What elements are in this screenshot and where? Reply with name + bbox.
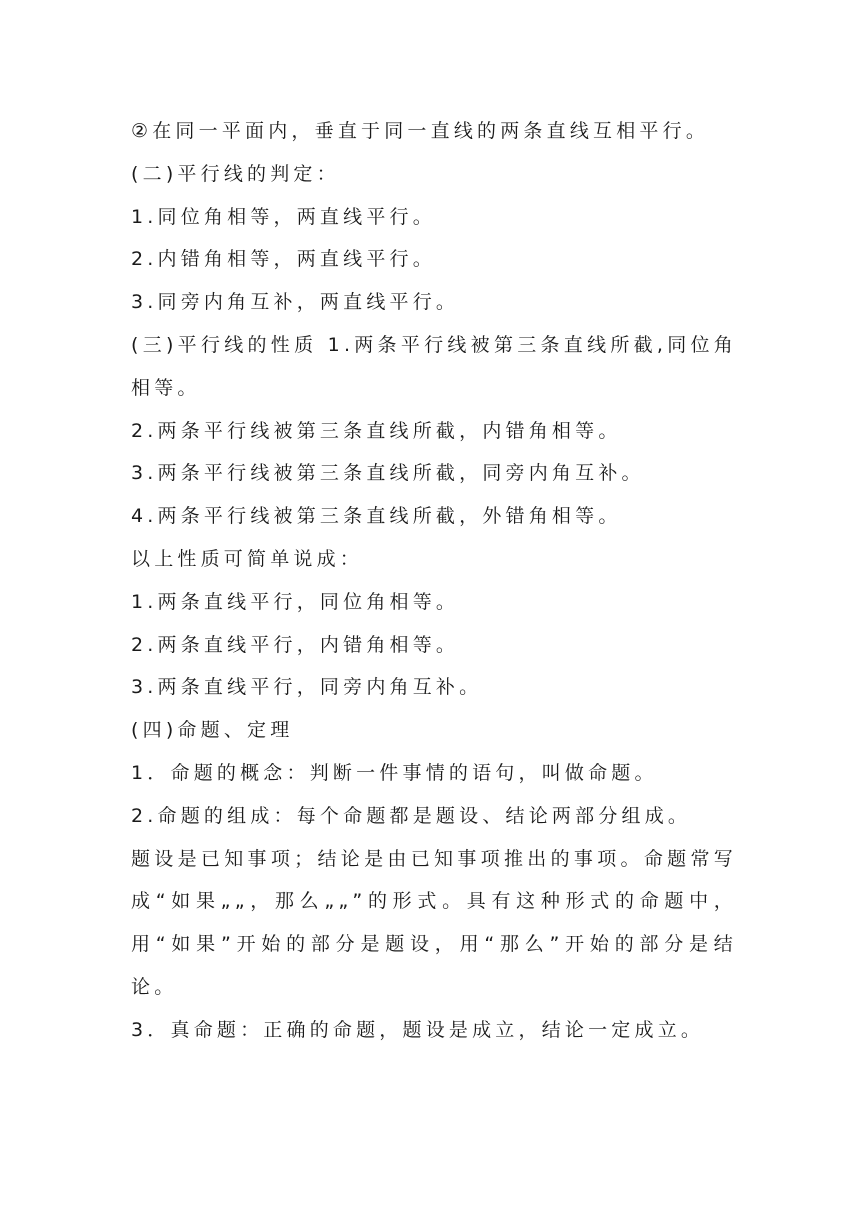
text-line-summary-2: 2.两条直线平行，内错角相等。 <box>131 633 460 656</box>
text-line-true-proposition: 3．真命题：正确的命题，题设是成立，结论一定成立。 <box>131 1018 705 1041</box>
text-line-criterion-3: 3.同旁内角互补，两直线平行。 <box>131 291 460 314</box>
text-line-proposition-concept: 1．命题的概念：判断一件事情的语句，叫做命题。 <box>131 761 658 784</box>
text-line-criterion-2: 2.内错角相等，两直线平行。 <box>131 248 436 271</box>
document-body <box>131 110 737 1052</box>
section-heading-propositions: (四)命题、定理 <box>131 719 294 742</box>
text-line-property-3: 3.两条平行线被第三条直线所截，同旁内角互补。 <box>131 462 645 485</box>
text-line-perpendicular-rule: ②在同一平面内，垂直于同一直线的两条直线互相平行。 <box>131 120 710 142</box>
text-line-summary-intro: 以上性质可简单说成： <box>131 547 364 570</box>
text-line-property-4: 4.两条平行线被第三条直线所截，外错角相等。 <box>131 505 622 528</box>
section-heading-parallel-properties: (三)平行线的性质 1.两条平行线被第三条直线所截,同位角相等。 <box>131 333 737 399</box>
text-line-property-2: 2.两条平行线被第三条直线所截，内错角相等。 <box>131 419 622 442</box>
text-line-proposition-composition: 2.命题的组成：每个命题都是题设、结论两部分组成。 <box>131 804 692 827</box>
section-heading-parallel-criteria: (二)平行线的判定： <box>131 162 340 185</box>
text-line-summary-1: 1.两条直线平行，同位角相等。 <box>131 590 460 613</box>
text-line-criterion-1: 1.同位角相等，两直线平行。 <box>131 205 436 228</box>
text-paragraph-hypothesis-conclusion: 题设是已知事项；结论是由已知事项推出的事项。命题常写成“如果„„，那么„„”的形式。具有这种形式的命题中，用“如果”开始的部分是题设，用“那么”开始的部分是结论。 <box>131 847 737 998</box>
text-line-summary-3: 3.两条直线平行，同旁内角互补。 <box>131 676 483 699</box>
